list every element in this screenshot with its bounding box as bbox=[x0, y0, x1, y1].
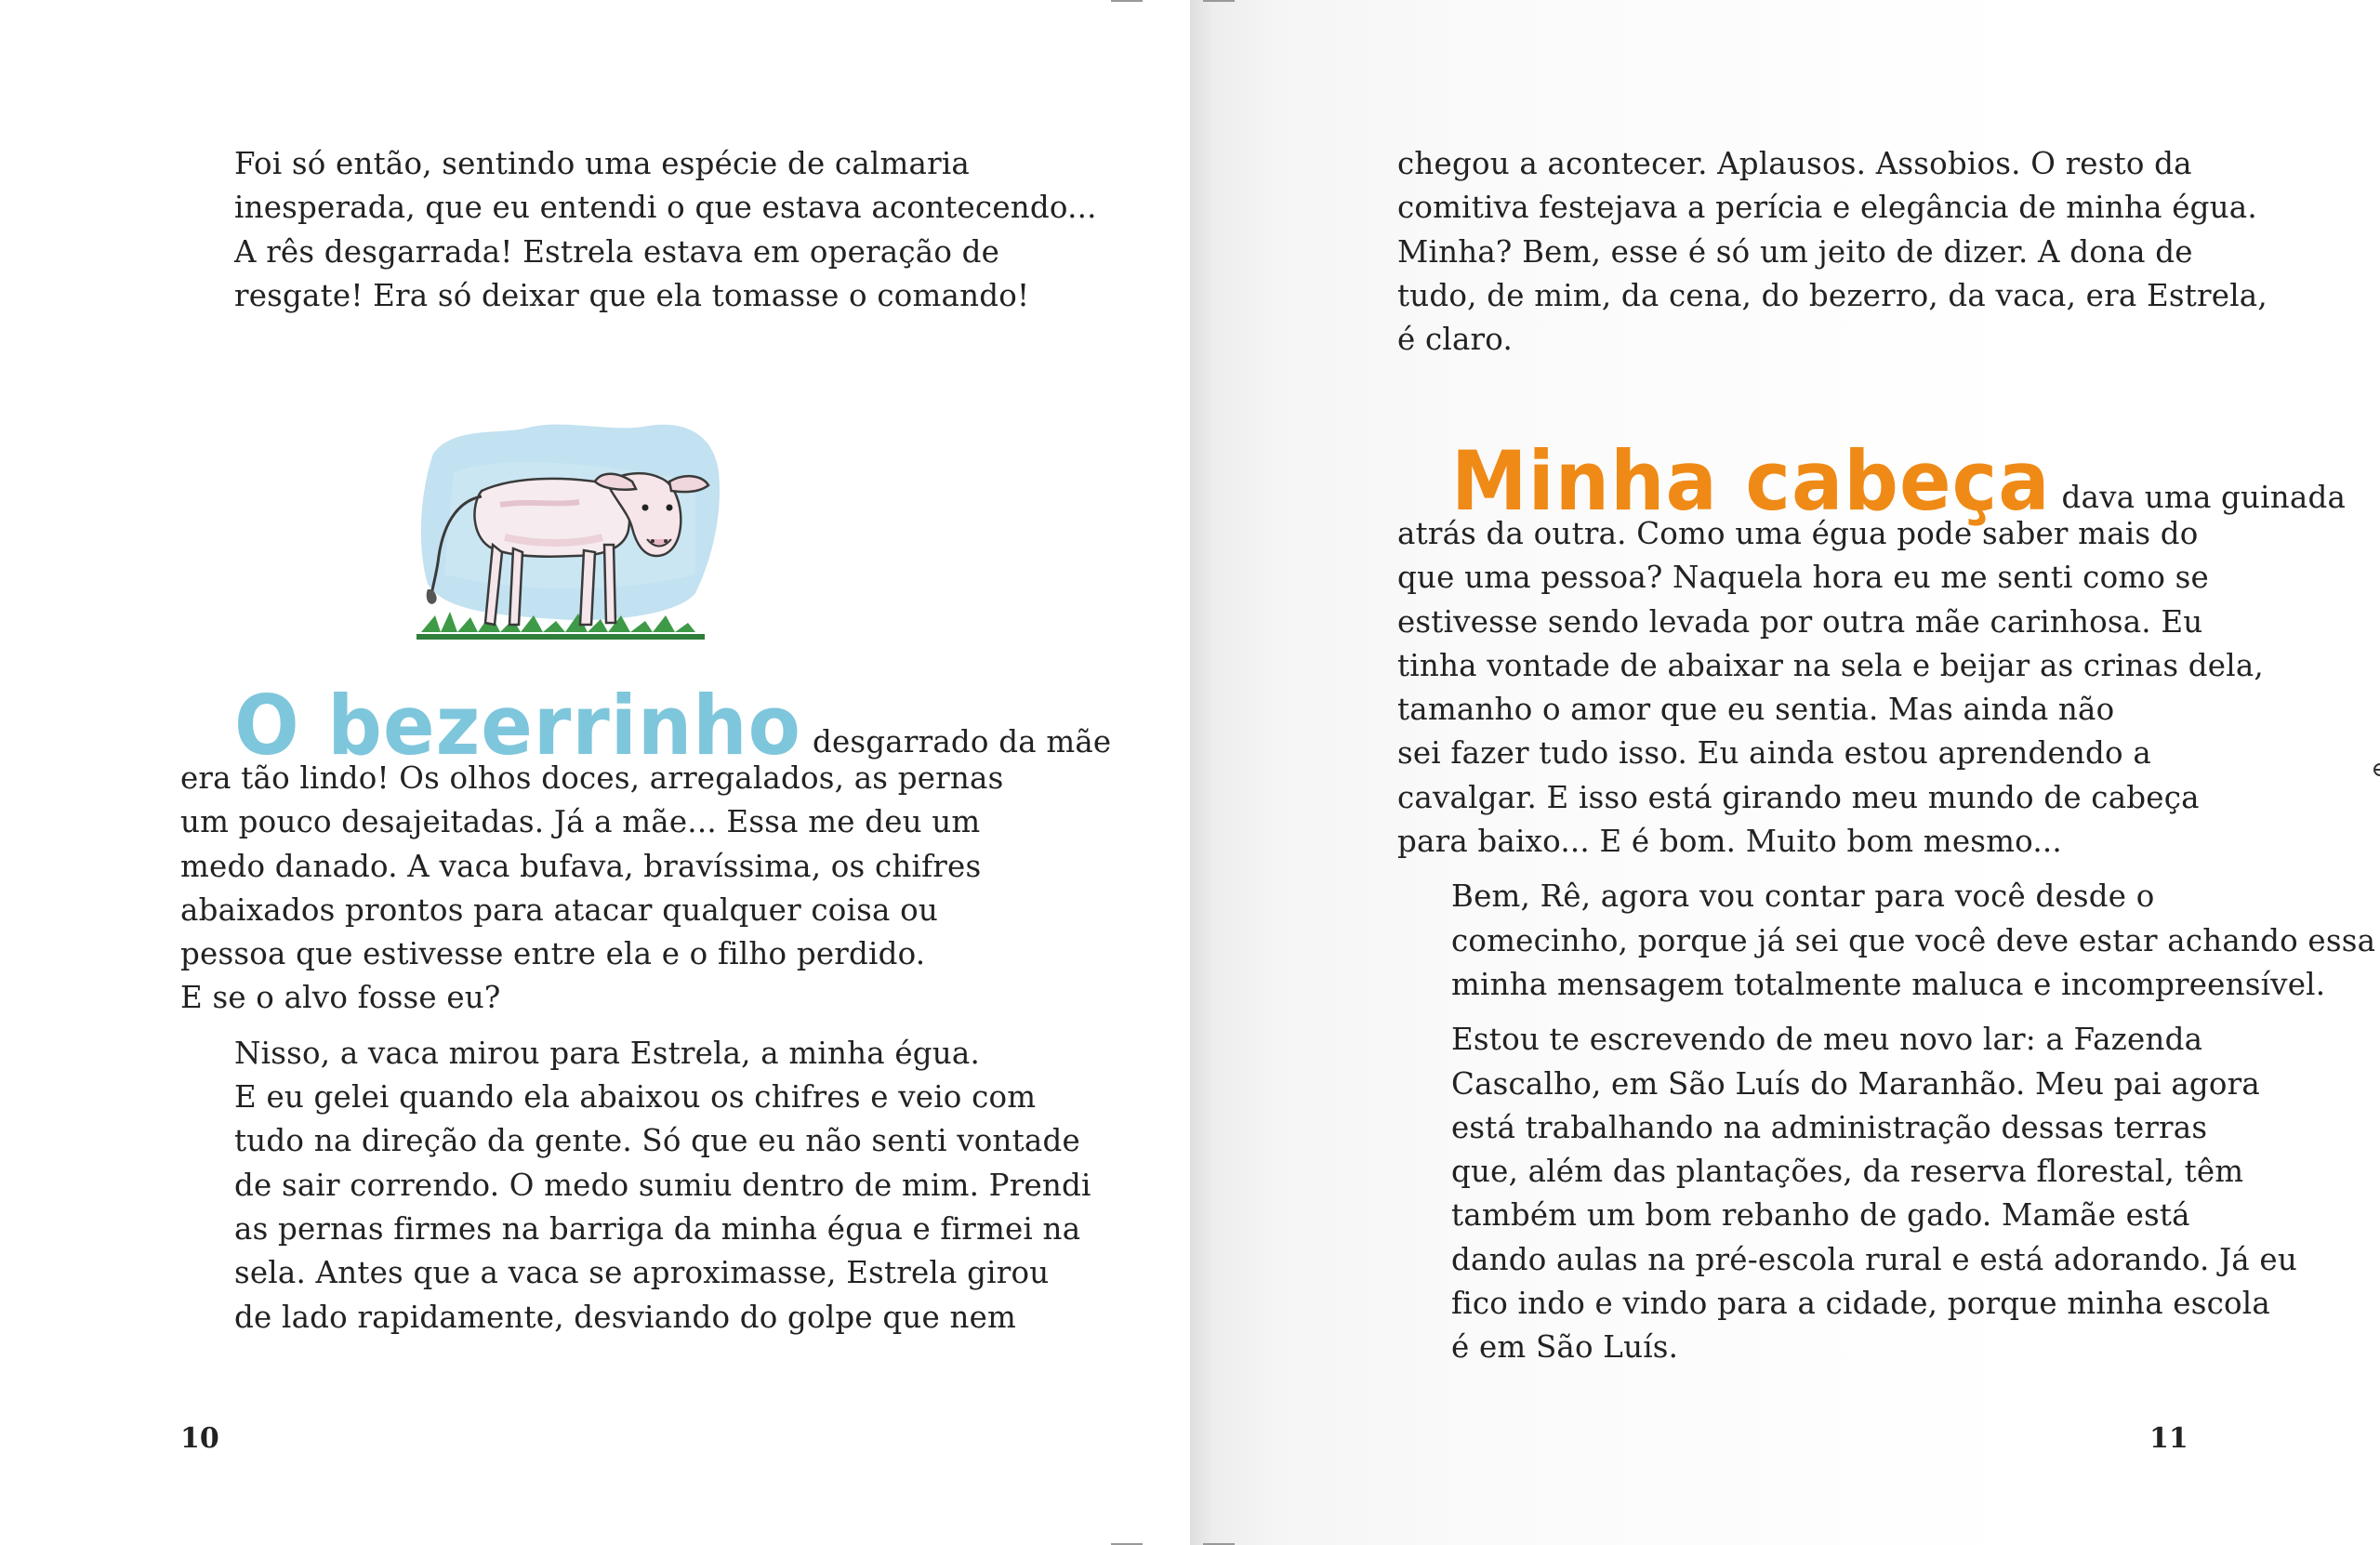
left-paragraph-1 bbox=[180, 142, 1097, 318]
text-line: chegou a acontecer. Aplausos. Assobios. O resto da bbox=[1397, 146, 2192, 181]
text-line: fico indo e vindo para a cidade, porque minha escola bbox=[1451, 1286, 2270, 1322]
calf-illustration-icon bbox=[416, 416, 723, 647]
text-line: cavalgar. E isso está girando meu mundo de cabeça bbox=[1397, 779, 2200, 815]
text-line: desgarrado da mãe bbox=[812, 724, 1112, 759]
text-line: sei fazer tudo isso. Eu ainda estou aprendendo a bbox=[1397, 735, 2151, 772]
text-line: minha mensagem totalmente maluca e incompreensível. bbox=[1451, 966, 2326, 1002]
right-page bbox=[1190, 0, 2380, 1545]
text-line: pessoa que estivesse entre ela e o filho perdido. bbox=[180, 936, 926, 972]
text-line: um pouco desajeitadas. Já a mãe... Essa me deu um bbox=[180, 804, 981, 840]
text-line: que uma pessoa? Naquela hora eu me senti como se bbox=[1397, 560, 2209, 596]
text-line: Cascalho, em São Luís do Maranhão. Meu pai agora bbox=[1451, 1065, 2260, 1102]
crop-mark bbox=[1111, 0, 1143, 2]
text-line: para baixo... E é bom. Muito bom mesmo... bbox=[1397, 824, 2062, 860]
page-number: 11 bbox=[2149, 1422, 2188, 1455]
text-line: E eu gelei quando ela abaixou os chifres e veio com bbox=[234, 1079, 1037, 1116]
section-first-line bbox=[1397, 433, 2375, 530]
text-line: tamanho o amor que eu sentia. Mas ainda não bbox=[1397, 692, 2115, 728]
text-line: Foi só então, sentindo uma espécie de calmaria bbox=[234, 146, 971, 181]
text-line: Bem, Rê, agora vou contar para você desde o bbox=[1451, 878, 2155, 915]
text-line: dando aulas na pré-escola rural e está adorando. Já eu bbox=[1451, 1241, 2297, 1277]
text-line: Minha? Bem, esse é só um jeito de dizer. A dona de bbox=[1397, 233, 2193, 270]
text-line: resgate! Era só deixar que ela tomasse o comando! bbox=[234, 277, 1030, 313]
text-line: Nisso, a vaca mirou para Estrela, a minha égua. bbox=[234, 1035, 980, 1071]
text-line: é claro. bbox=[1397, 322, 1513, 358]
text-line: de lado rapidamente, desviando do golpe que nem bbox=[234, 1299, 1017, 1335]
text-line: estivesse sendo levada por outra mãe carinhosa. Eu bbox=[1397, 603, 2203, 640]
left-paragraph-2 bbox=[180, 678, 1112, 1340]
section-first-line bbox=[180, 678, 1112, 774]
text-line: era tão lindo! Os olhos doces, arregalados, as pernas bbox=[180, 760, 1004, 796]
text-line: também um bom rebanho de gado. Mamãe está bbox=[1451, 1197, 2190, 1234]
text-line: atrás da outra. Como uma égua pode saber mais do bbox=[1397, 516, 2199, 551]
text-line: Estou te escrevendo de meu novo lar: a Fazenda bbox=[1451, 1022, 2203, 1058]
text-line: sela. Antes que a vaca se aproximasse, Estrela girou bbox=[234, 1255, 1050, 1291]
text-line: tudo, de mim, da cena, do bezerro, da vaca, era Estrela, bbox=[1397, 277, 2268, 313]
text-line: A rês desgarrada! Estrela estava em operação de bbox=[234, 233, 1000, 270]
text-line: E se o alvo fosse eu? bbox=[180, 980, 501, 1016]
text-line: que, além das plantações, da reserva florestal, têm bbox=[1451, 1154, 2244, 1190]
text-line: inesperada, que eu entendi o que estava acontecendo... bbox=[234, 190, 1097, 226]
text-line: está trabalhando na administração dessas terras bbox=[1451, 1109, 2208, 1145]
crop-mark bbox=[1203, 0, 1235, 2]
text-line: abaixados prontos para atacar qualquer coisa ou bbox=[180, 891, 938, 928]
text-line: é em São Luís. bbox=[1451, 1329, 1679, 1366]
text-line: comitiva festejava a perícia e elegância de minha égua. bbox=[1397, 190, 2257, 226]
text-line: medo danado. A vaca bufava, bravíssima, os chifres bbox=[180, 848, 982, 884]
text-line: comecinho, porque já sei que você deve estar achando essa bbox=[1451, 922, 2376, 958]
section-heading: Minha cabeça bbox=[1451, 433, 2051, 530]
text-line: dava uma guinada bbox=[2061, 480, 2347, 515]
registration-mark-icon bbox=[2371, 760, 2380, 779]
text-line: tinha vontade de abaixar na sela e beijar as crinas dela, bbox=[1397, 647, 2264, 683]
section-heading: O bezerrinho bbox=[234, 678, 801, 774]
text-line: de sair correndo. O medo sumiu dentro de mim. Prendi bbox=[234, 1167, 1091, 1203]
text-line: tudo na direção da gente. Só que eu não senti vontade bbox=[234, 1123, 1080, 1159]
right-paragraph-1 bbox=[1397, 142, 2268, 362]
page-number: 10 bbox=[180, 1422, 219, 1455]
text-line: as pernas firmes na barriga da minha égua e firmei na bbox=[234, 1210, 1081, 1247]
right-paragraph-2 bbox=[1397, 433, 2376, 1370]
